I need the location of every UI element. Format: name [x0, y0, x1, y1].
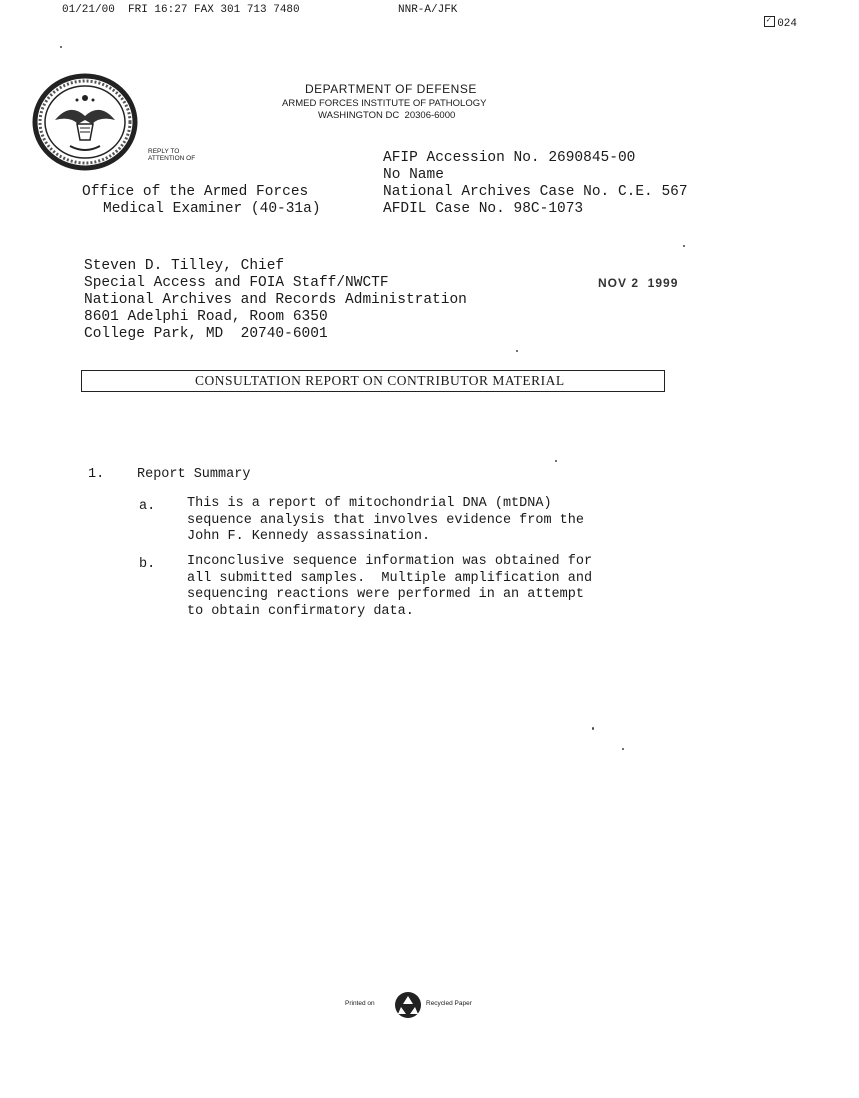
scan-speck [592, 727, 594, 730]
archives-case: National Archives Case No. C.E. 567 [383, 184, 688, 200]
recipient-line: College Park, MD 20740-6001 [84, 326, 328, 342]
item-text: This is a report of mitochondrial DNA (mtDNA) sequence analysis that involves evidence from the John F. Kennedy assassination. [187, 496, 584, 544]
afdil-case: AFDIL Case No. 98C-1073 [383, 201, 584, 217]
item-letter: a. [139, 499, 156, 514]
recipient-line: Steven D. Tilley, Chief [84, 258, 285, 274]
office-line-1: Office of the Armed Forces [82, 184, 309, 200]
footer-recycled-paper: Recycled Paper [426, 1000, 472, 1007]
office-line-2: Medical Examiner (40-31a) [103, 201, 321, 217]
recipient-line: 8601 Adelphi Road, Room 6350 [84, 309, 328, 325]
fax-header-routing: NNR-A/JFK [398, 4, 458, 16]
scan-speck [683, 245, 685, 247]
fax-page-number: ✓ 024 [766, 16, 798, 30]
recipient-line: National Archives and Records Administration [84, 292, 467, 308]
scan-speck [555, 460, 557, 462]
footer-printed-on: Printed on [345, 1000, 375, 1007]
reply-to-label: REPLY TO ATTENTION OF [148, 148, 196, 162]
section-heading: Report Summary [137, 467, 251, 482]
scan-speck [622, 748, 624, 750]
item-letter: b. [139, 557, 156, 572]
date-stamp: NOV 2 1999 [598, 276, 679, 290]
afip-accession: AFIP Accession No. 2690845-00 [383, 150, 636, 166]
report-title: CONSULTATION REPORT ON CONTRIBUTOR MATERIAL [195, 373, 565, 388]
scan-speck [516, 350, 518, 352]
section-number: 1. [88, 467, 105, 482]
fax-header-line: 01/21/00 FRI 16:27 FAX 301 713 7480 [62, 4, 300, 16]
scan-speck [60, 46, 62, 48]
institute-name: ARMED FORCES INSTITUTE OF PATHOLOGY [282, 98, 487, 109]
subject-name: No Name [383, 167, 444, 183]
item-text: Inconclusive sequence information was obtained for all submitted samples. Multiple amplification and sequencing reactions were performed in an attempt to obtain confirmatory data. [187, 554, 593, 619]
institute-address: WASHINGTON DC 20306-6000 [318, 110, 456, 121]
department-title: DEPARTMENT OF DEFENSE [305, 82, 477, 96]
recipient-line: Special Access and FOIA Staff/NWCTF [84, 275, 389, 291]
dod-seal-icon [30, 72, 140, 172]
recycle-icon [393, 990, 423, 1020]
fax-page-box-icon: ✓ [764, 16, 775, 27]
